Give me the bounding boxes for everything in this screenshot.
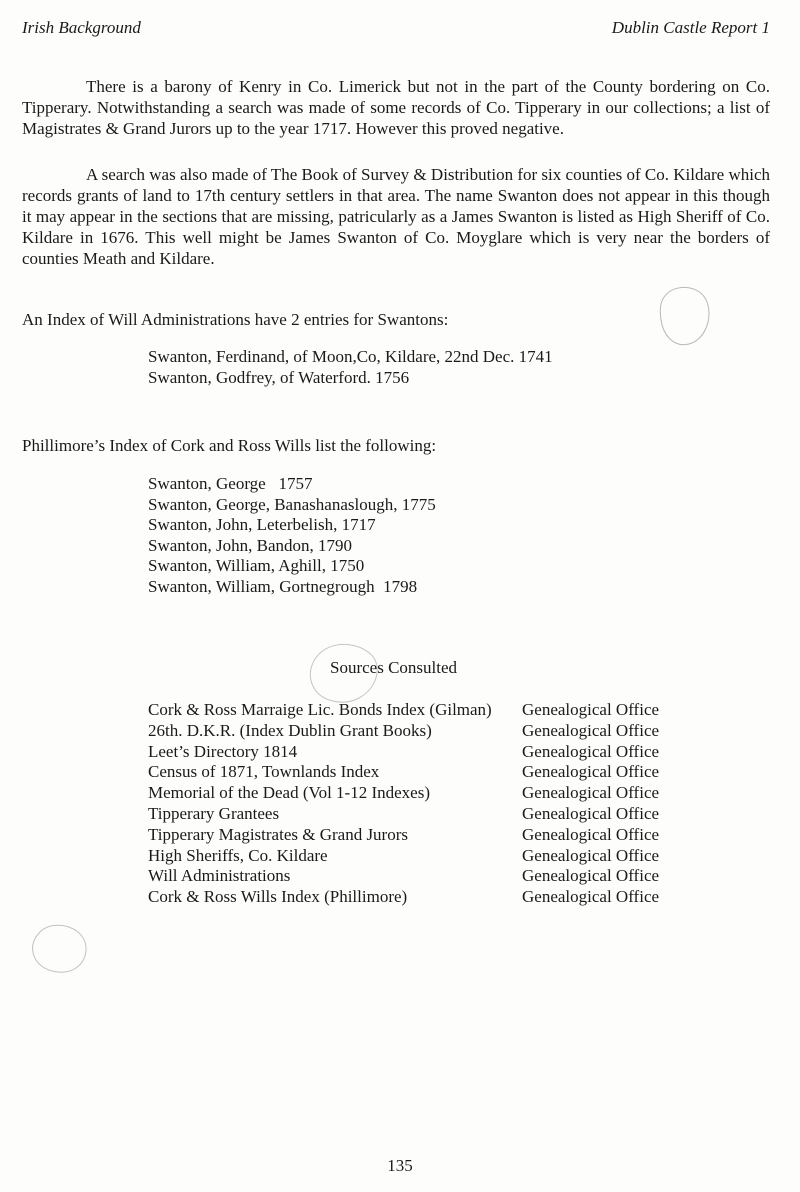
source-location: Genealogical Office [522,887,660,907]
running-header-right: Dublin Castle Report 1 [611,18,770,37]
list-item: Swanton, Ferdinand, of Moon,Co, Kildare, 22nd Dec. 1741 [148,347,553,366]
table-row [148,804,668,825]
source-location: Genealogical Office [522,845,660,865]
table-row [148,721,668,742]
source-location: Genealogical Office [522,700,660,719]
list-item: Swanton, George 1757 [148,474,313,493]
sources-table [148,700,668,908]
source-location: Genealogical Office [522,803,660,823]
source-location: Genealogical Office [522,824,660,844]
table-row [148,846,668,867]
list-item: Swanton, Godfrey, of Waterford. 1756 [148,367,410,387]
source-name: Census of 1871, Townlands Index [148,762,380,782]
source-location: Genealogical Office [522,783,660,803]
will-administrations-intro: An Index of Will Administrations have 2 entries for Swantons: [22,310,449,329]
sources-heading: Sources Consulted [330,658,458,677]
list-item: Swanton, John, Bandon, 1790 [148,535,352,555]
table-row [148,742,668,763]
source-name: Tipperary Grantees [148,803,280,823]
table-row [148,762,668,783]
source-name: High Sheriffs, Co. Kildare [148,845,328,865]
table-row [148,783,668,804]
list-item: Swanton, George, Banashanaslough, 1775 [148,494,436,514]
list-item: Swanton, William, Aghill, 1750 [148,556,365,575]
table-row [148,887,668,908]
source-name: Will Administrations [148,866,291,886]
source-location: Genealogical Office [522,741,660,761]
source-location: Genealogical Office [522,720,660,740]
table-row [148,866,668,887]
running-header-left: Irish Background [22,18,141,37]
table-row [148,700,668,721]
cork-ross-wills-list [148,474,436,597]
paper-stain-top-right [655,282,715,352]
source-name: Cork & Ross Wills Index (Phillimore) [148,887,408,907]
source-name: Tipperary Magistrates & Grand Jurors [148,824,408,844]
paper-stain-sources [304,640,384,710]
list-item: Swanton, John, Leterbelish, 1717 [148,515,376,534]
will-administrations-list [148,347,553,388]
source-location: Genealogical Office [522,762,660,782]
source-location: Genealogical Office [522,866,660,886]
list-item: Swanton, William, Gortnegrough 1798 [148,576,418,596]
paragraph-kenry-barony: There is a barony of Kenry in Co. Limerick but not in the part of the County bordering on Co. Tipperary. Notwithstanding a search was made of some records of Co. Tipperary in our collections; a list of Magistrates & Grand Jurors up to the year 1717. However this proved negative. [22,77,770,138]
table-row [148,825,668,846]
paper-stain-bottom-left [28,918,98,978]
source-name: Memorial of the Dead (Vol 1-12 Indexes) [148,783,430,803]
source-name: Cork & Ross Marraige Lic. Bonds Index (Gilman) [148,700,492,719]
source-name: 26th. D.K.R. (Index Dublin Grant Books) [148,720,432,740]
page-number: 135 [387,1156,413,1175]
source-name: Leet’s Directory 1814 [148,741,298,761]
cork-ross-wills-intro: Phillimore’s Index of Cork and Ross Wills list the following: [22,436,437,455]
paragraph-book-of-survey: A search was also made of The Book of Survey & Distribution for six counties of Co. Kildare which records grants of land to 17th century settlers in that area. The name Swanton does not appear in this though it may appear in the sections that are missing, patricularly as a James Swanton is listed as High Sheriff of Co. Kildare in 1676. This well might be James Swanton of Co. Moyglare which is very near the borders of counties Meath and Kildare. [22,165,770,268]
